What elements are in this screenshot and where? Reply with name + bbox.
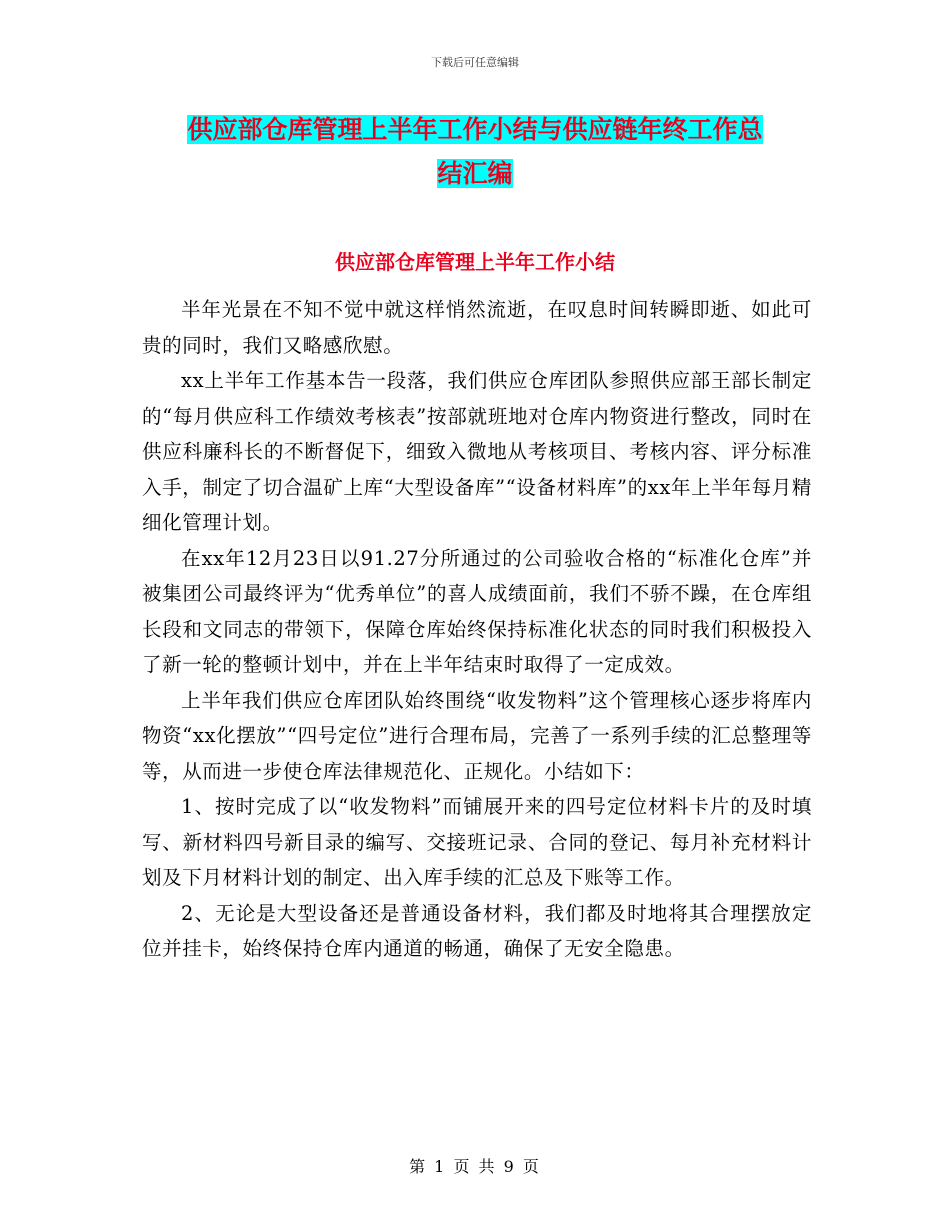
paragraph: 上半年我们供应仓库团队始终围绕“收发物料”这个管理核心逐步将库内物资“xx化摆放”“四号定位”进行合理布局，完善了一系列手续的汇总整理等等，从而进一步使仓库法律规范化、正规化。小结如下： (142, 688, 812, 783)
paragraph: xx上半年工作基本告一段落，我们供应仓库团队参照供应部王部长制定的“每月供应科工作绩效考核表”按部就班地对仓库内物资进行整改，同时在供应科廉科长的不断督促下，细致入微地从考核项目、考核内容、评分标准入手，制定了切合温矿上库“大型设备库”“设备材料库”的xx年上半年每月精细化管理计划。 (142, 369, 812, 534)
title-line-2: 结汇编 (437, 159, 513, 188)
title-line-1: 供应部仓库管理上半年工作小结与供应链年终工作总 (187, 115, 763, 144)
paragraph: 半年光景在不知不觉中就这样悄然流逝，在叹息时间转瞬即逝、如此可贵的同时，我们又略感欣慰。 (142, 298, 812, 357)
section-title: 供应部仓库管理上半年工作小结 (335, 250, 615, 274)
document-title (140, 108, 810, 196)
paragraph: 在xx年12月23日以91.27分所通过的公司验收合格的“标准化仓库”并被集团公司最终评为“优秀单位”的喜人成绩面前，我们不骄不躁，在仓库组长段和文同志的带领下，保障仓库始终保持标准化状态的同时我们积极投入了新一轮的整顿计划中，并在上半年结束时取得了一定成效。 (142, 546, 812, 676)
paragraph: 2、无论是大型设备还是普通设备材料，我们都及时地将其合理摆放定位并挂卡，始终保持仓库内通道的畅通，确保了无安全隐患。 (142, 901, 812, 960)
paragraph: 1、按时完成了以“收发物料”而铺展开来的四号定位材料卡片的及时填写、新材料四号新目录的编写、交接班记录、合同的登记、每月补充材料计划及下月材料计划的制定、出入库手续的汇总及下账等工作。 (142, 795, 812, 889)
body-text (142, 292, 812, 967)
page-footer: 第 1 页 共 9 页 (409, 1157, 541, 1176)
header-note: 下载后可任意编辑 (431, 56, 519, 69)
